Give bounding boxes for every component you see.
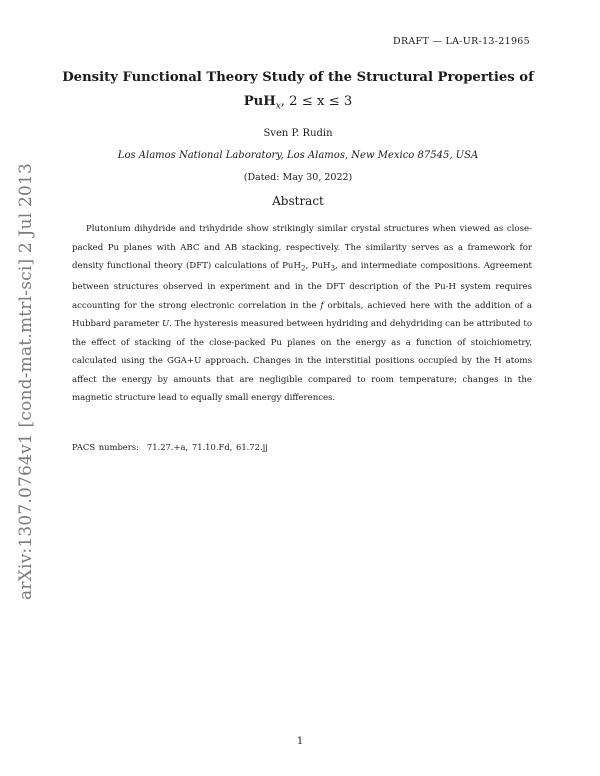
paper-title: [60, 66, 536, 119]
abstract-text-4: orbitals, achieved here with the addition of a Hubbard parameter: [72, 300, 532, 330]
abstract-u-symbol: U: [161, 319, 170, 330]
author: Sven P. Rudin: [263, 128, 333, 139]
pacs-values: 71.27.+a, 71.10.Fd, 61.72.jj: [146, 442, 268, 452]
abstract-sub-1: 2: [300, 263, 306, 273]
arxiv-identifier: arXiv:1307.0764v1 [cond-mat.mtrl-sci] 2 Jul 2013: [16, 162, 36, 600]
title-formula-range: , 2 ≤ x ≤ 3: [280, 94, 353, 109]
pacs-label: PACS numbers:: [72, 442, 139, 452]
title-line-1: Density Functional Theory Study of the Structural Properties of: [62, 70, 534, 85]
abstract-text-5: . The hysteresis measured between hydriding and dehydriding can be attributed to the effect of stacking of the close-packed Pu planes on the energy as a function of stoichiometry, calculated using the GGA+U approach. Changes in the interstitial positions occupied by the H atoms affect the energy by amounts that are negligible compared to room temperature; changes in the magnetic structure lead to equally small energy differences.: [72, 319, 533, 404]
abstract-body: [72, 220, 532, 408]
abstract-text-2: , PuH: [305, 261, 331, 271]
page-number: 1: [296, 736, 304, 747]
dated: (Dated: May 30, 2022): [243, 172, 353, 183]
abstract-heading: Abstract: [272, 194, 324, 208]
draft-label: DRAFT — LA-UR-13-21965: [393, 36, 530, 47]
abstract-f-symbol: f: [320, 300, 324, 311]
title-line-2: [60, 90, 536, 119]
abstract-sub-2: 3: [330, 263, 336, 273]
pacs-line: [72, 442, 268, 452]
title-formula-base: PuH: [243, 94, 276, 109]
affiliation: Los Alamos National Laboratory, Los Alamos, New Mexico 87545, USA: [117, 150, 479, 161]
abstract-paragraph: [72, 220, 532, 408]
title-formula-sub: x: [275, 101, 281, 112]
abstract-text-3: , and intermediate compositions. Agreement between structures observed in experiment and in the DFT description of the Pu-H system requires accounting for the strong electronic correlation in the: [72, 261, 532, 311]
abstract-text-1: Plutonium dihydride and trihydride show strikingly similar crystal structures when viewed as close-packed Pu planes with ABC and AB stacking, respectively. The similarity serves as a framework for density functional theory (DFT) calculations of PuH: [72, 224, 532, 271]
